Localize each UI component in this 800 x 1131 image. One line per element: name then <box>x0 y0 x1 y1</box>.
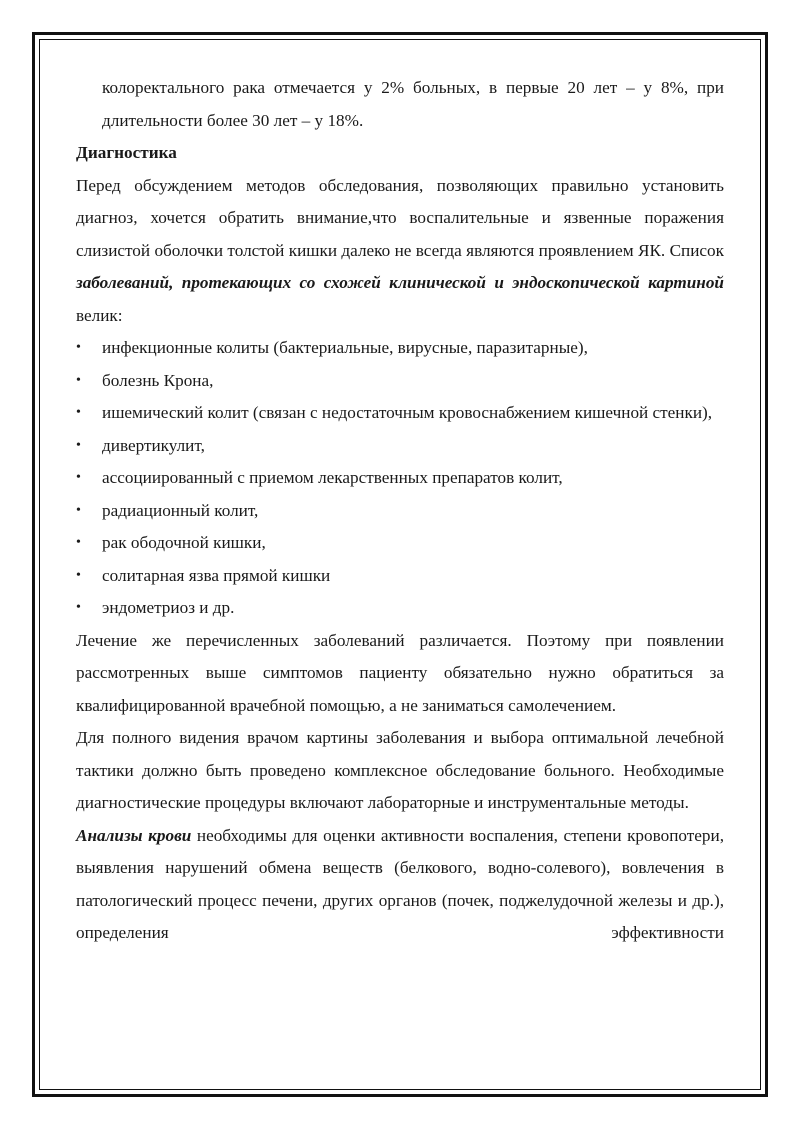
bullet-icon: • <box>76 535 81 550</box>
bullet-icon: • <box>76 470 81 485</box>
paragraph-examination: Для полного видения врачом картины заболевания и выбора оптимальной лечебной тактики должно быть проведено комплексное обследование больного. Необходимые диагностические процедуры включают лабораторные и инструментальные методы. <box>76 728 724 812</box>
bullet-icon: • <box>76 437 81 453</box>
bullet-icon: • <box>76 405 81 420</box>
list-item <box>76 560 724 593</box>
list-item <box>76 430 724 463</box>
list-item-text: ишемический колит (связан с недостаточным кровоснабжением кишечной стенки), <box>102 403 713 422</box>
intro-paragraph: колоректального рака отмечается у 2% больных, в первые 20 лет – у 8%, при длительности более 30 лет – у 18%. <box>102 78 724 130</box>
list-item <box>76 495 724 528</box>
list-item-text: инфекционные колиты (бактериальные, вирусные, паразитарные), <box>102 338 588 357</box>
list-item-text: ассоциированный с приемом лекарственных препаратов колит, <box>102 468 563 487</box>
disease-list <box>76 332 724 625</box>
list-item <box>76 592 724 625</box>
bullet-icon: • <box>76 372 81 388</box>
list-item-text: рак ободочной кишки, <box>102 533 266 552</box>
list-item-text: дивертикулит, <box>102 435 205 455</box>
paragraph-blood-tests <box>76 820 724 950</box>
paragraph-differential-text: Перед обсуждением методов обследования, позволяющих правильно установить диагноз, хочется обратить внимание,что воспалительные и язвенные поражения слизистой оболочки толстой кишки далеко не всегда являются проявлением ЯК. Список <box>76 175 724 260</box>
paragraph-differential-tail: велик: <box>76 305 123 325</box>
list-item <box>76 462 724 495</box>
list-item-text: радиационный колит, <box>102 500 259 520</box>
document-body <box>76 72 724 950</box>
list-item <box>76 332 724 365</box>
bullet-icon: • <box>76 502 81 518</box>
list-item <box>76 365 724 398</box>
section-heading: Диагностика <box>76 143 177 162</box>
list-item-text: болезнь Крона, <box>102 370 214 390</box>
bullet-icon: • <box>76 600 81 615</box>
bullet-icon: • <box>76 567 81 583</box>
list-item <box>76 527 724 560</box>
paragraph-differential-emphasis: заболеваний, протекающих со схожей клинической и эндоскопической картиной <box>76 273 724 292</box>
blood-tests-emphasis: Анализы крови <box>76 825 192 845</box>
blood-tests-text: необходимы для оценки активности воспаления, степени кровопотери, выявления нарушений обмена веществ (белкового, водно-солевого), вовлечения в патологический процесс печени, других органов (почек, поджелудочной железы и др.), определения эффективности <box>76 825 724 942</box>
list-item <box>76 397 724 430</box>
list-item-text: эндометриоз и др. <box>102 598 235 617</box>
paragraph-treatment: Лечение же перечисленных заболеваний различается. Поэтому при появлении рассмотренных выше симптомов пациенту обязательно нужно обратиться за квалифицированной врачебной помощью, а не заниматься самолечением. <box>76 630 724 715</box>
paragraph-differential <box>76 170 724 333</box>
list-item-text: солитарная язва прямой кишки <box>102 565 331 585</box>
bullet-icon: • <box>76 340 81 355</box>
